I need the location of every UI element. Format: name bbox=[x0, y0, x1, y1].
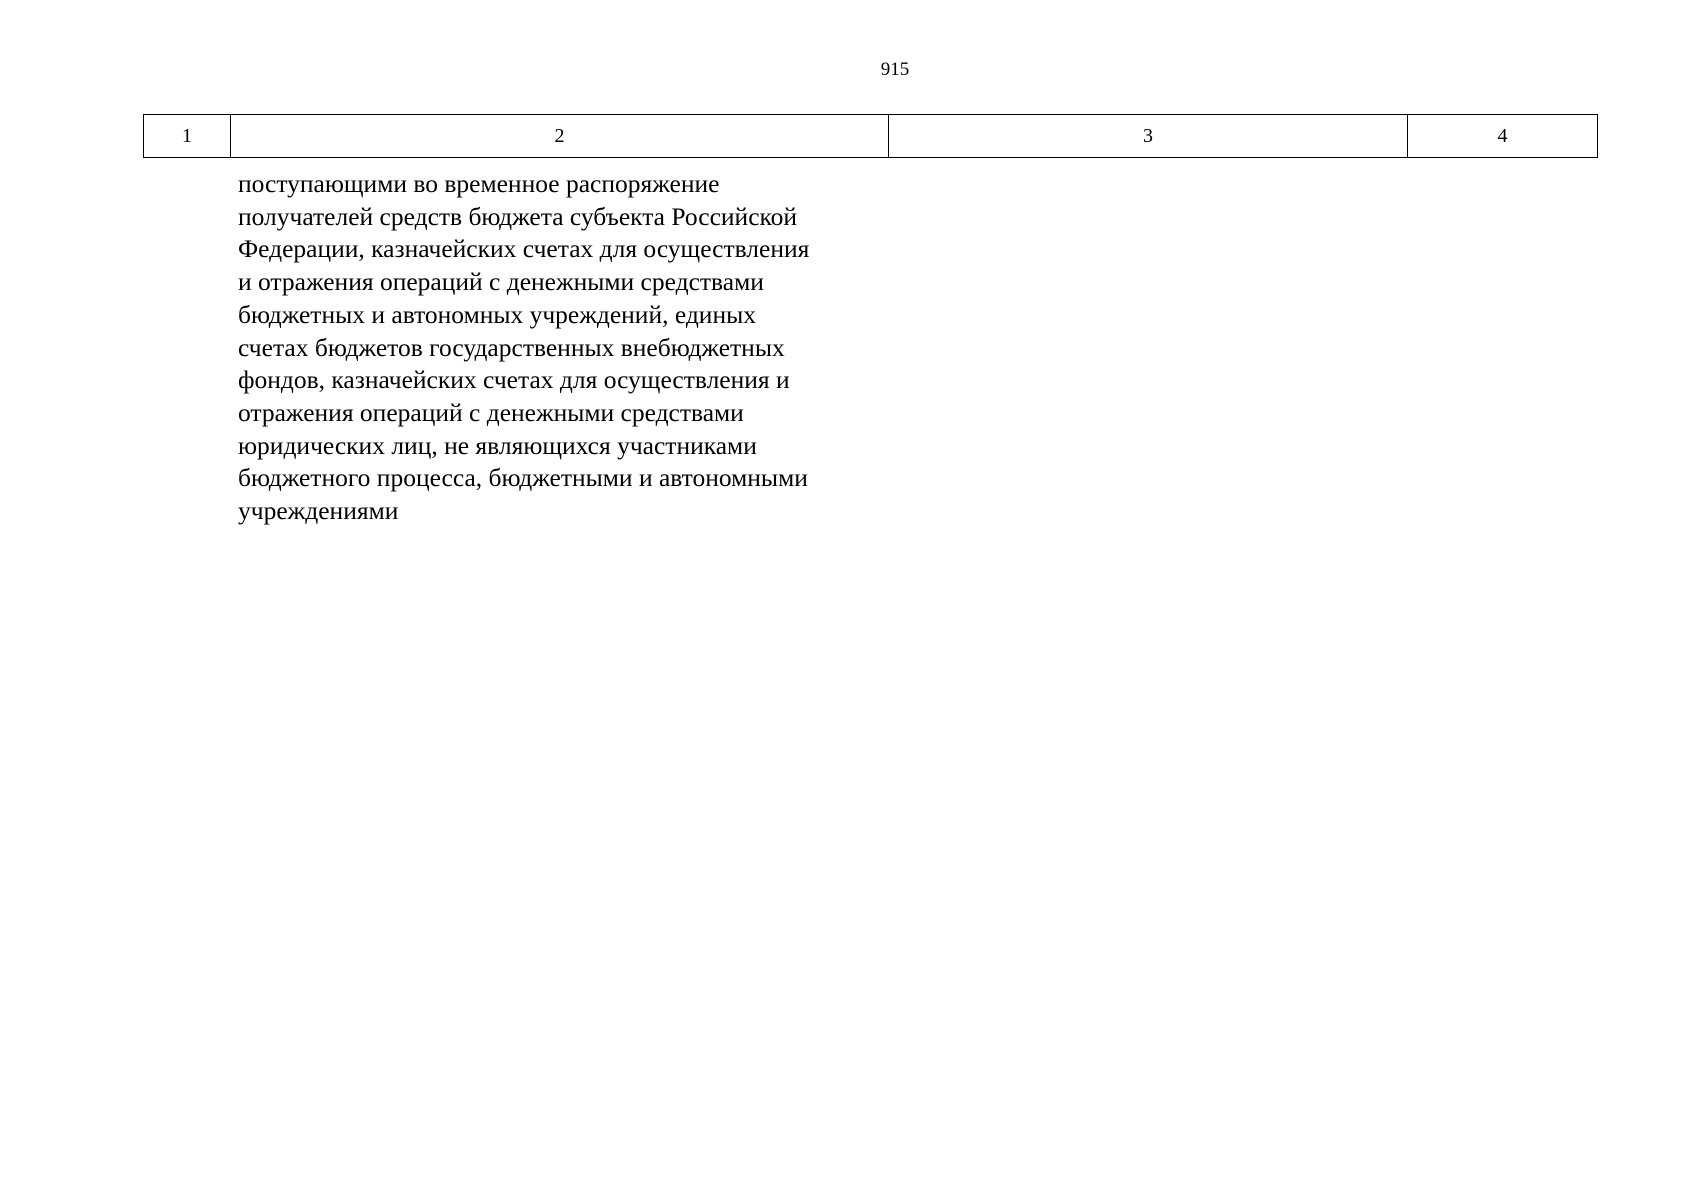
header-row bbox=[144, 115, 1598, 158]
column-header-2: 2 bbox=[231, 115, 889, 158]
column-header-1: 1 bbox=[144, 115, 231, 158]
column-header-4: 4 bbox=[1408, 115, 1598, 158]
column-2-continuation-text: поступающими во временное распоряжение получателей средств бюджета субъекта Российской Федерации, казначейских счетах для осуществления и отражения операций с денежными средствами бюджетных и автономных учреждений, единых счетах бюджетов государственных внебюджетных фондов, казначейских счетах для осуществления и отражения операций с денежными средствами юридических лиц, не являющихся участниками бюджетного процесса, бюджетными и автономными учреждениями bbox=[238, 169, 810, 526]
column-number-header-table bbox=[143, 114, 1598, 158]
column-header-3: 3 bbox=[889, 115, 1408, 158]
page-number: 915 bbox=[880, 59, 910, 80]
